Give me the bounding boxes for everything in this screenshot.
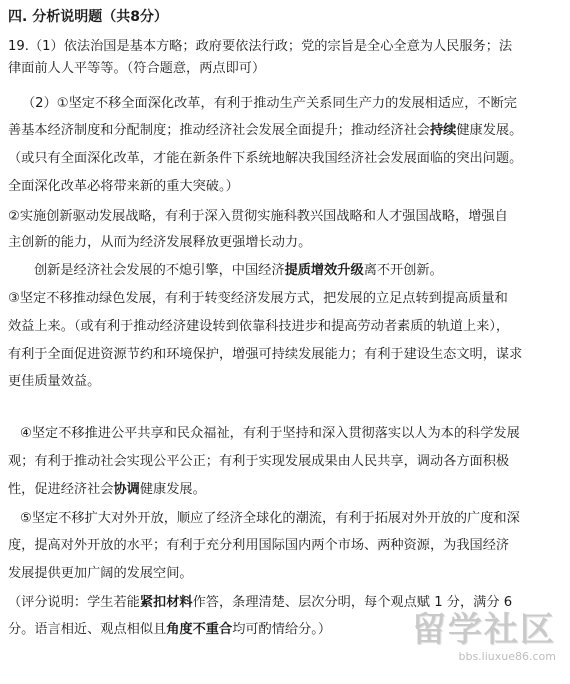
- text-line: [8, 453, 562, 471]
- line-text: 更佳质量效益。: [8, 374, 101, 389]
- watermark-url: bbs.liuxue86.com: [458, 650, 556, 663]
- text-line: [8, 346, 562, 364]
- emphasis-text: 提质增效升级: [284, 263, 364, 278]
- line-text: 离不开创新。: [363, 263, 443, 278]
- line-text: （或只有全面深化改革，才能在新条件下系统地解决我国经济社会发展面临的突出问题。: [8, 151, 523, 166]
- emphasis-text: 角度不重合: [166, 622, 233, 637]
- line-text: 全面深化改革必将带来新的重大突破。）: [8, 179, 239, 194]
- text-line: [8, 122, 562, 140]
- text-line: [20, 510, 570, 528]
- line-text: 度，提高对外开放的水平；有利于充分利用国际国内两个市场、两种资源，为我国经济: [8, 538, 510, 553]
- emphasis-text: 紧扣材料: [139, 595, 193, 610]
- line-text: 分。语言相近、观点相似且: [8, 622, 167, 637]
- text-line: [8, 60, 562, 78]
- site-watermark: [386, 610, 556, 674]
- line-text: 有利于全面促进资源节约和环境保护，增强可持续发展能力；有利于建设生态文明，谋求: [8, 347, 523, 362]
- emphasis-text: 协调: [113, 482, 140, 497]
- line-text: 律面前人人平等等。（符合题意，两点即可）: [8, 61, 266, 76]
- line-text: 作答，条理清楚、层次分明，每个观点赋 1 分，满分 6: [192, 595, 513, 610]
- emphasis-text: 持续: [430, 123, 457, 138]
- line-text: 健康发展。: [139, 482, 206, 497]
- line-text: ⑤坚定不移扩大对外开放，顺应了经济全球化的潮流，有利于拓展对外开放的广度和深: [20, 511, 520, 526]
- line-text: 效益上来。（或有利于推动经济建设转到依靠科技进步和提高劳动者素质的轨道上来），: [8, 319, 510, 334]
- text-line: [8, 208, 562, 226]
- line-text: ④坚定不移推进公平共享和民众福祉，有利于坚持和深入贯彻落实以人为本的科学发展: [20, 426, 520, 441]
- line-text: 创新是经济社会发展的不熄引擎，中国经济: [34, 263, 285, 278]
- text-line: [8, 373, 562, 391]
- line-text: 善基本经济制度和分配制度；推动经济社会发展全面提升；推动经济社会: [8, 123, 430, 138]
- text-line: [8, 481, 562, 499]
- line-text: ③坚定不移推动绿色发展，有利于转变经济发展方式，把发展的立足点转到提高质量和: [8, 291, 508, 306]
- line-text: 发展提供更加广阔的发展空间。: [8, 566, 193, 581]
- text-line: [34, 262, 570, 280]
- line-text: ②实施创新驱动发展战略，有利于深入贯彻实施科教兴国战略和人才强国战略，增强自: [8, 209, 508, 224]
- text-line: [8, 234, 562, 252]
- line-text: 观；有利于推动社会实现公平公正；有利于实现发展成果由人民共享，调动各方面积极: [8, 454, 510, 469]
- text-line: [22, 95, 570, 113]
- text-line: [20, 425, 570, 443]
- text-line: [8, 38, 562, 56]
- text-line: [8, 565, 562, 583]
- text-line: [8, 537, 562, 555]
- line-text: （2）①坚定不移全面深化改革，有利于推动生产关系同生产力的发展相适应，不断完: [22, 96, 517, 111]
- line-text: 健康发展。: [456, 123, 523, 138]
- section-title: 四. 分析说明题（共8分）: [8, 9, 168, 25]
- line-text: 19.（1）依法治国是基本方略；政府要依法行政；党的宗旨是全心全意为人民服务；法: [8, 39, 513, 54]
- watermark-brand: 留学社区: [412, 610, 556, 650]
- text-line: [8, 178, 562, 196]
- line-text: （评分说明：学生若能: [8, 595, 140, 610]
- text-line: [8, 318, 562, 336]
- line-text: 均可酌情给分。）: [232, 622, 332, 637]
- line-text: 性，促进经济社会: [8, 482, 114, 497]
- text-line: [8, 290, 562, 308]
- line-text: 主创新的能力，从而为经济发展释放更强增长动力。: [8, 235, 312, 250]
- text-line: [8, 150, 562, 168]
